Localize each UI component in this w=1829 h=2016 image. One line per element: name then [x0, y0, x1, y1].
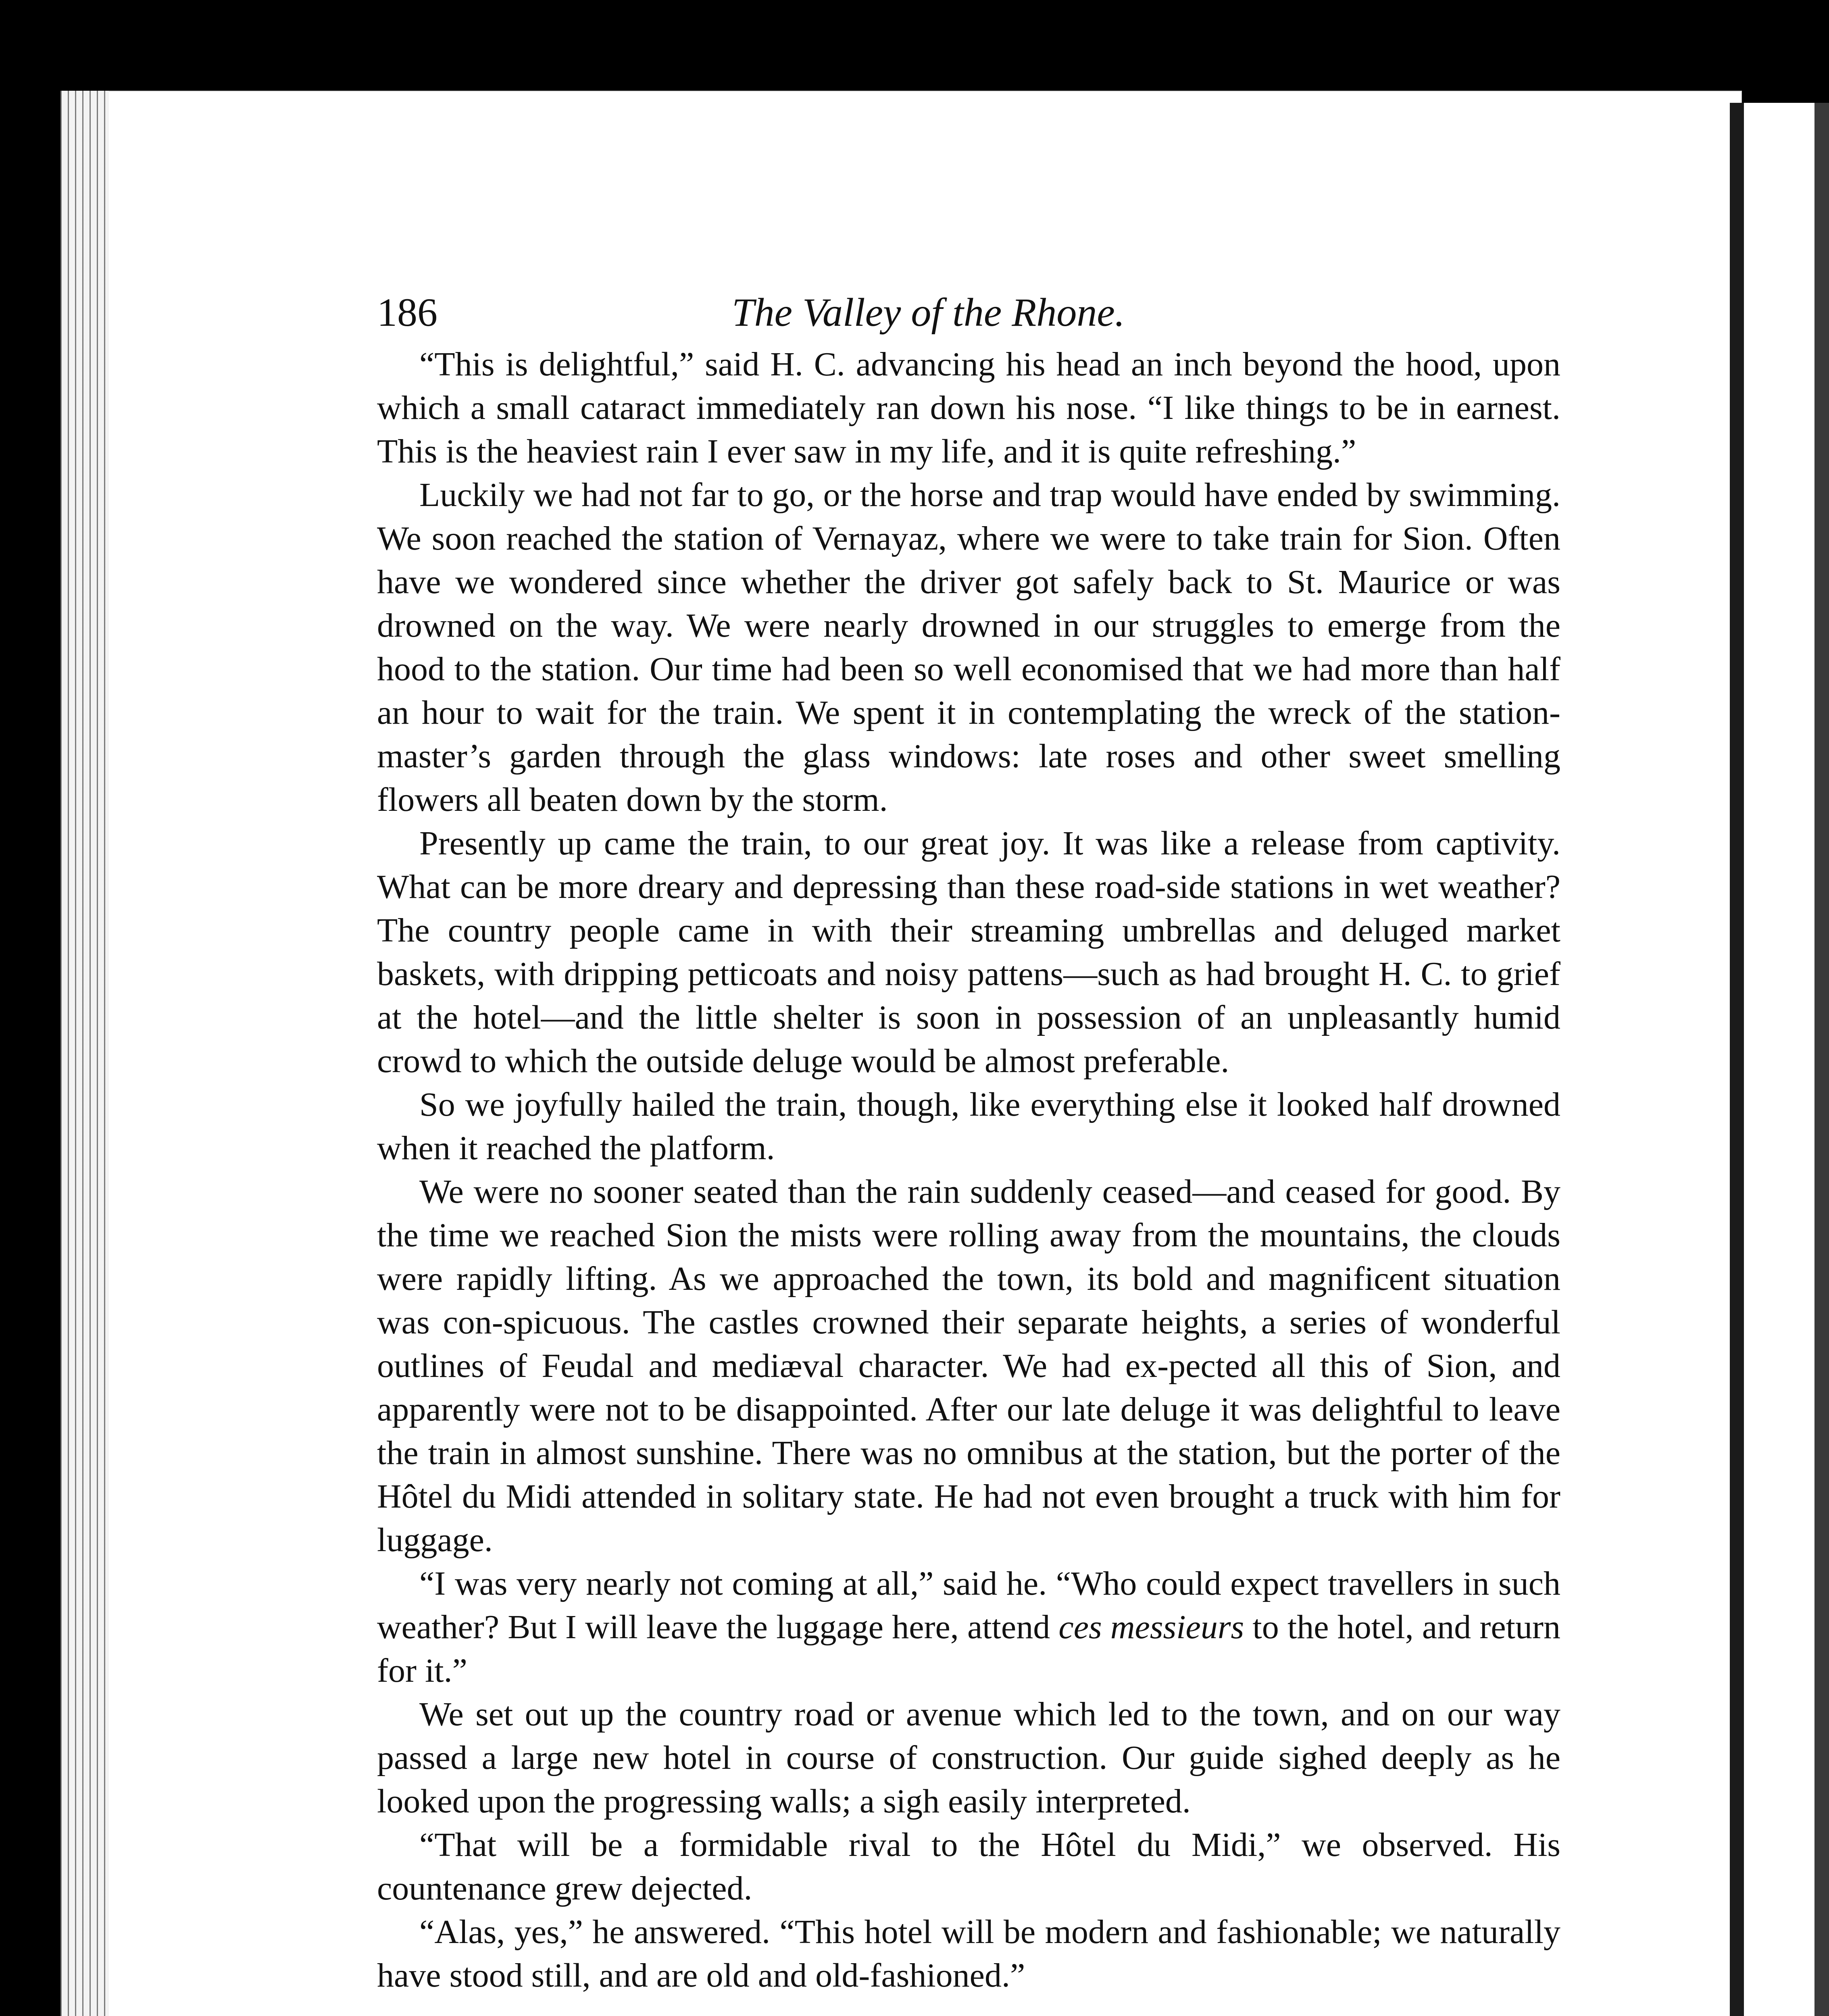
paragraph: Presently up came the train, to our great joy. It was like a release from captivity. What can be more dreary and depressing than these road-side stations in wet weather? The country people came in with their streaming umbrellas and deluged market baskets, with dripping petticoats and noisy pattens—such as had brought H. C. to grief at the hotel—and the little shelter is soon in possession of an unpleasantly humid crowd to which the outside deluge would be almost preferable.	[377, 825, 1560, 1080]
paragraph-text: “I was very nearly not coming at all,” said he. “Who could expect travellers in such weather? But I will leave the luggage here, attend	[377, 1565, 1560, 1646]
page-number: 186	[377, 290, 437, 335]
paragraph-text: to the hotel, and return for it.”	[377, 1608, 1560, 1689]
paragraph: “That will be a formidable rival to the Hôtel du Midi,” we observed. His countenance grew dejected.	[377, 1826, 1560, 1907]
running-head	[377, 282, 1560, 343]
paragraph: “This is delightful,” said H. C. advancing his head an inch beyond the hood, upon which a small cataract immediately ran down his nose. “I like things to be in earnest. This is the heaviest rain I ever saw in my life, and it is quite refreshing.”	[377, 346, 1560, 470]
running-title: The Valley of the Rhone.	[732, 290, 1125, 335]
paragraph: We were no sooner seated than the rain suddenly ceased—and ceased for good. By the time we reached Sion the mists were rolling away from the mountains, the clouds were rapidly lifting. As we approached the town, its bold and magnificent situation was con-spicuous. The castles crowned their separate heights, a series of wonderful outlines of Feudal and mediæval character. We had ex-pected all this of Sion, and apparently were not to be disappointed. After our late deluge it was delightful to leave the train in almost sunshine. There was no omnibus at the station, but the porter of the Hôtel du Midi attended in solitary state. He had not even brought a truck with him for luggage.	[377, 1173, 1560, 1559]
book-text	[377, 282, 1560, 1997]
paragraph-with-italic	[377, 1562, 1560, 1693]
paragraph: “Alas, yes,” he answered. “This hotel will be modern and fashionable; we naturally have stood still, and are old and old-fashioned.”	[377, 1913, 1560, 1994]
paragraph: Luckily we had not far to go, or the horse and trap would have ended by swimming. We soon reached the station of Vernayaz, where we were to take train for Sion. Often have we wondered since whether the driver got safely back to St. Maurice or was drowned on the way. We were nearly drowned in our struggles to emerge from the hood to the station. Our time had been so well economised that we had more than half an hour to wait for the train. We spent it in contemplating the wreck of the station-master’s garden through the glass windows: late roses and other sweet smelling flowers all beaten down by the storm.	[377, 476, 1560, 818]
paragraph: So we joyfully hailed the train, though, like everything else it looked half drowned when it reached the platform.	[377, 1086, 1560, 1167]
italic-phrase: ces messieurs	[1058, 1608, 1244, 1646]
left-page-edge	[60, 91, 109, 2016]
paragraph: We set out up the country road or avenue which led to the town, and on our way passed a large new hotel in course of construction. Our guide sighed deeply as he looked upon the progressing walls; a sigh easily interpreted.	[377, 1695, 1560, 1820]
right-page-edge	[1730, 103, 1829, 2016]
